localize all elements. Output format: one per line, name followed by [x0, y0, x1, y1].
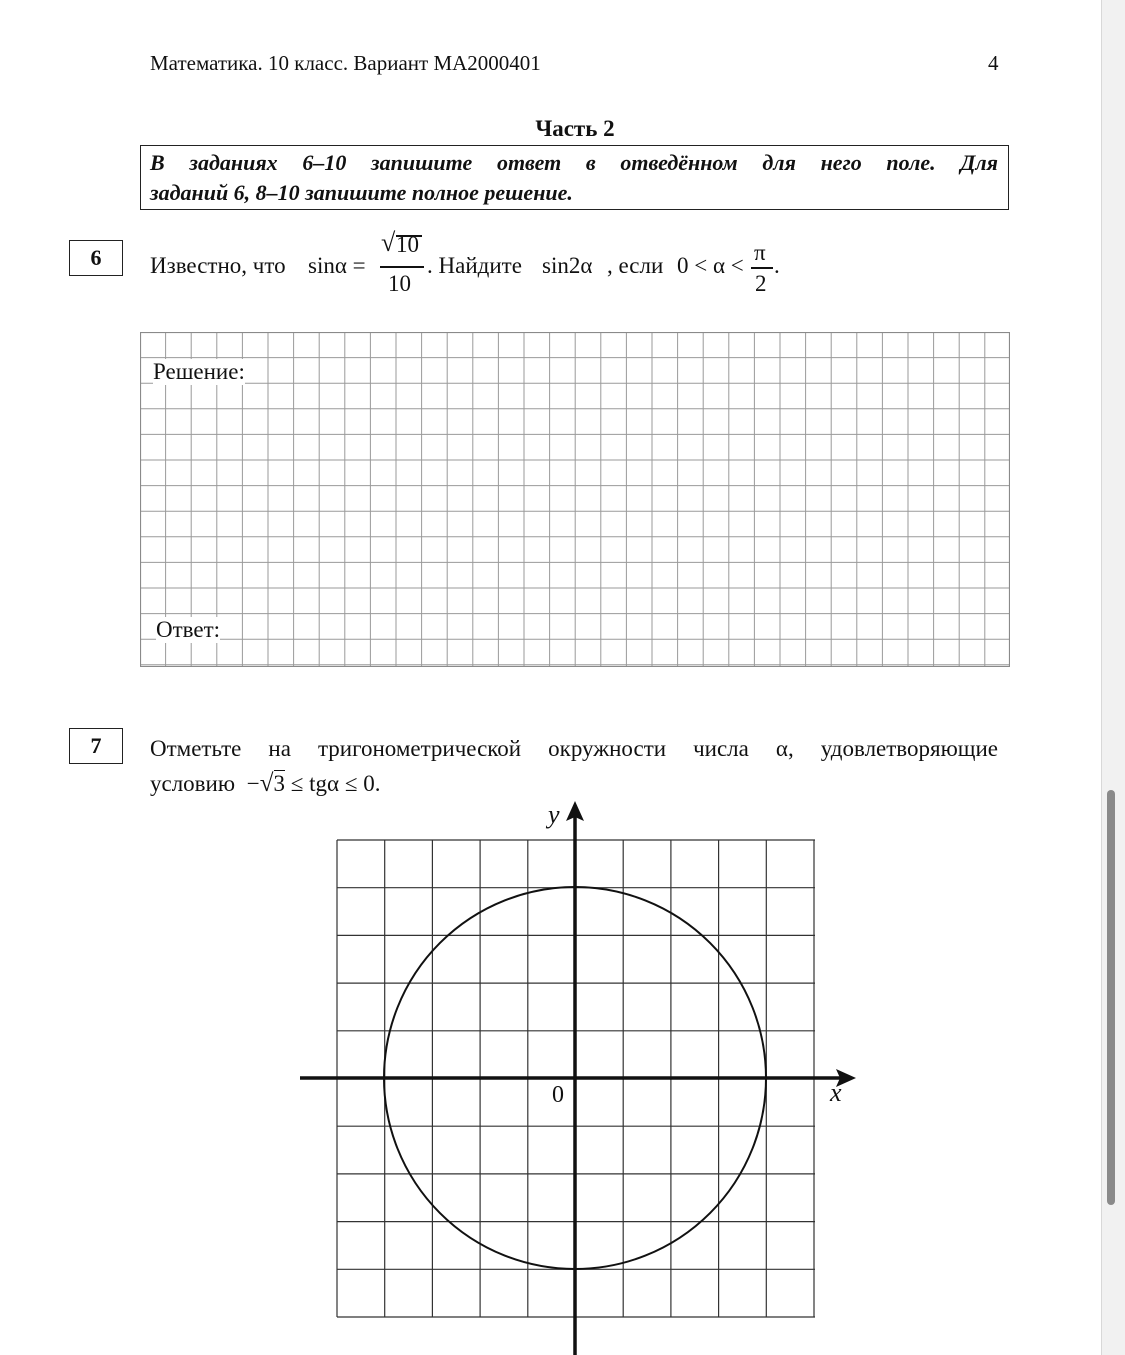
- task-7-condition-end: ≤ tgα ≤ 0.: [290, 771, 381, 796]
- task-7-text-line-2: [150, 770, 380, 798]
- task-6-sin-alpha: sinα =: [308, 253, 366, 278]
- task-7-text-line-1: Отметьте на тригонометрической окружности числа α, удовлетворяющие: [150, 736, 998, 761]
- instructions-line-1: В заданиях 6–10 запишите ответ в отведённом для него поле. Для: [150, 150, 998, 175]
- scrollbar-thumb[interactable]: [1107, 790, 1115, 1205]
- answer-label: Ответ:: [156, 617, 221, 642]
- task-6-fraction-denominator: 10: [388, 271, 411, 296]
- x-axis-label: x: [830, 1078, 842, 1107]
- task-6-text-middle: . Найдите: [427, 253, 522, 278]
- task-7-condition-word: условию: [150, 771, 236, 796]
- task-6-sin-2alpha: sin2α: [542, 253, 593, 278]
- solution-label: Решение:: [153, 359, 245, 384]
- instructions-line-2: заданий 6, 8–10 запишите полное решение.: [150, 180, 573, 205]
- task-6-fraction-bar: [380, 266, 424, 268]
- part-title: Часть 2: [535, 116, 615, 141]
- trig-circle-figure[interactable]: [290, 795, 870, 1355]
- task-7-number: 7: [69, 728, 123, 764]
- task-6-inequality: 0 < α <: [677, 253, 744, 278]
- task-6-text-start: Известно, что: [150, 253, 286, 278]
- task-6-pi-denominator: 2: [755, 271, 767, 296]
- y-axis-label: y: [548, 800, 560, 829]
- task-6-end-dot: .: [774, 253, 780, 278]
- task-6-text-condition: , если: [607, 253, 664, 278]
- solution-grid[interactable]: [140, 332, 1010, 667]
- sqrt-sign: √: [259, 770, 274, 797]
- page-header-title: Математика. 10 класс. Вариант МА2000401: [150, 51, 541, 75]
- origin-label: 0: [552, 1082, 564, 1108]
- task-6-pi-fraction-bar: [751, 267, 773, 269]
- page-number: 4: [988, 51, 999, 75]
- task-6-number: 6: [69, 240, 123, 276]
- task-6-pi-numerator: π: [754, 240, 766, 265]
- task-7-minus: −: [246, 771, 260, 796]
- task-6-fraction-radicand: 10: [396, 232, 419, 257]
- sqrt-sign: √: [381, 228, 396, 257]
- task-7-radicand: 3: [273, 771, 286, 796]
